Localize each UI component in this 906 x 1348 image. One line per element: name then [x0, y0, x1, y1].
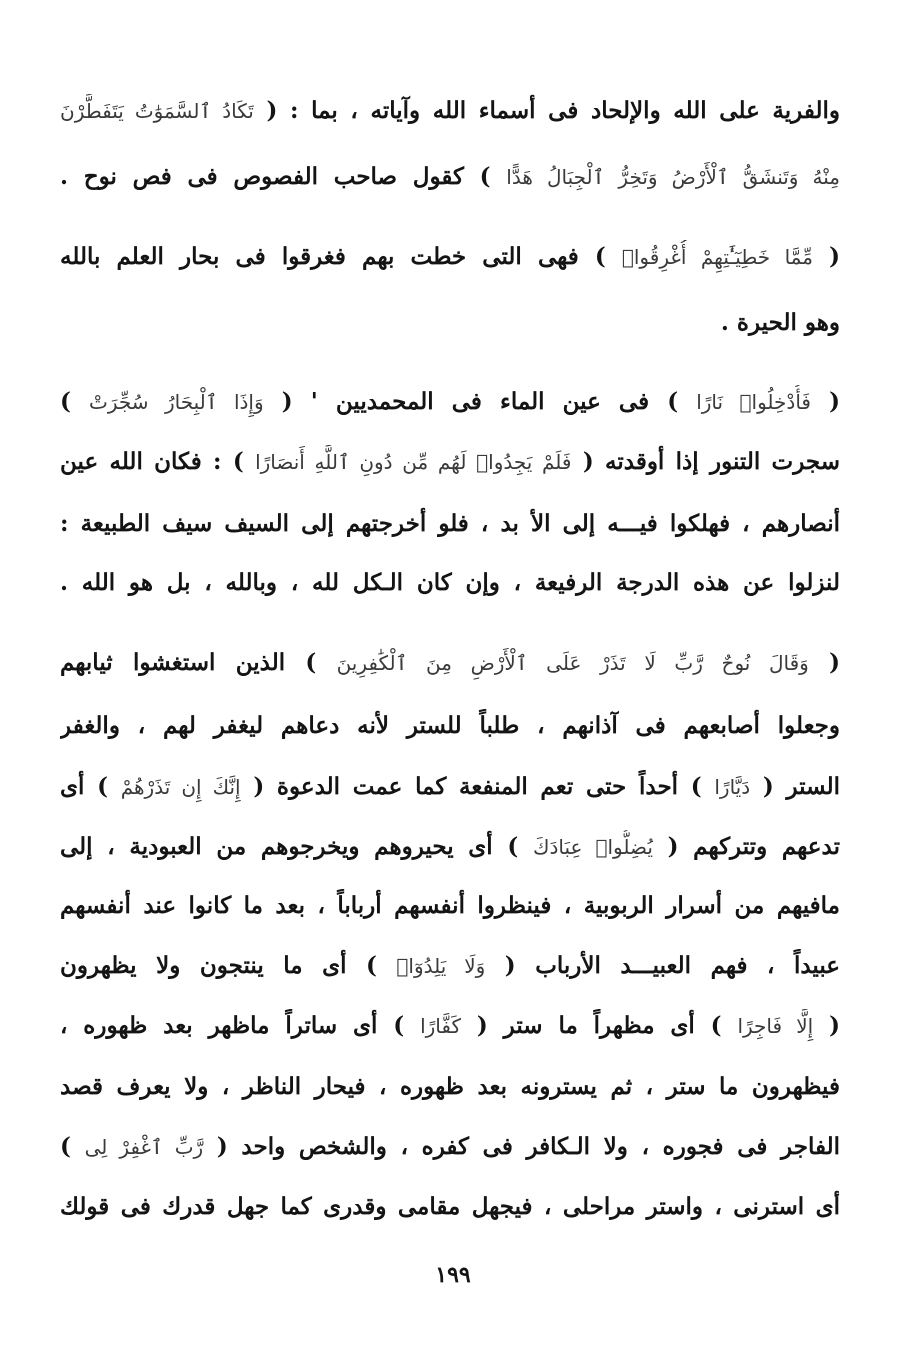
quran-quote: فَلَمْ يَجِدُوا۟ لَهُم مِّن دُونِ ٱللَّهِ أَنصَارًا [255, 450, 572, 474]
text-line-14 [60, 949, 840, 989]
line-text: ( [829, 649, 840, 676]
quran-quote: وَلَا يَلِدُوٓا۟ [396, 954, 486, 978]
line-text: ) [60, 388, 71, 415]
quran-quote: كَفَّارًا [420, 1014, 462, 1038]
text-line-5 [60, 385, 840, 425]
quran-quote: يُضِلُّوا۟ عِبَادَكَ [532, 835, 653, 859]
line-text: ) أحداً حتى تعم المنفعة كما عمت الدعوة ( [253, 773, 702, 800]
quran-quote: مِّمَّا خَطِيٓـَٰٔتِهِمْ أُغْرِقُوا۟ [621, 245, 813, 269]
quran-quote: إِلَّا فَاجِرًا [737, 1014, 814, 1038]
text-line-18 [60, 1190, 840, 1230]
line-text: ( [829, 243, 840, 270]
text-line-1 [60, 94, 840, 134]
text-line-13 [60, 889, 840, 929]
line-text: فيظهرون ما ستر ، ثم يسترونه بعد ظهوره ، فيحار الناظر ، ولا يعرف قصد [60, 1073, 840, 1100]
line-text: ) [60, 1133, 71, 1160]
line-text: ) أى يحيروهم ويخرجوهم من العبودية ، إلى [60, 833, 519, 860]
line-text: ) الذين استغشوا ثيابهم [60, 649, 317, 676]
line-text: ) أى [60, 773, 108, 800]
text-line-12 [60, 830, 840, 870]
line-text: الستر ( [762, 773, 840, 800]
text-line-11 [60, 770, 840, 810]
text-line-2 [60, 160, 840, 200]
text-line-7 [60, 507, 840, 547]
quran-quote: تَكَادُ ٱلسَّمَوَٰتُ يَتَفَطَّرْنَ [60, 99, 254, 123]
text-line-9 [60, 646, 840, 686]
line-text: ) أى ساتراً ماظهر بعد ظهوره ، [60, 1012, 405, 1039]
text-line-15 [60, 1009, 840, 1049]
line-text: ) فهى التى خطت بهم فغرقوا فى بحار العلم بالله [60, 243, 606, 270]
quran-quote: إِنَّكَ إِن تَذَرْهُمْ [120, 775, 241, 799]
quran-quote: وَإِذَا ٱلْبِحَارُ سُجِّرَتْ [89, 390, 264, 414]
quran-quote: رَّبِّ ٱغْفِرْ لِى [84, 1135, 204, 1159]
text-line-6 [60, 445, 840, 485]
text-line-16 [60, 1070, 840, 1110]
line-text: ) : فكان الله عين [60, 448, 244, 475]
line-text: ) كقول صاحب الفصوص فى فص نوح . [60, 163, 491, 190]
text-line-3 [60, 240, 840, 280]
line-text: والفرية على الله والإلحاد فى أسماء الله وآياته ، بما : ( [266, 97, 840, 124]
text-line-8 [60, 566, 840, 606]
line-text: مافيهم من أسرار الربوبية ، فينظروا أنفسهم أرباباً ، بعد ما كانوا عند أنفسهم [60, 892, 840, 919]
line-text: ) فى عين الماء فى المحمديين ' ( [281, 388, 679, 415]
quran-quote: وَقَالَ نُوحٌ رَّبِّ لَا تَذَرْ عَلَى ٱلْأَرْضِ مِنَ ٱلْكَٰفِرِينَ [336, 651, 809, 675]
quran-quote: فَأُدْخِلُوا۟ نَارًا [696, 390, 811, 414]
line-text: أنصارهم ، فهلكوا فيـــه إلى الأ بد ، فلو أخرجتهم إلى السيف سيف الطبيعة : [60, 510, 840, 537]
text-line-17 [60, 1130, 840, 1170]
line-text: وجعلوا أصابعهم فى آذانهم ، طلباً للستر لأنه دعاهم ليغفر لهم ، والغفر [60, 712, 840, 739]
line-text: ( [829, 388, 840, 415]
line-text: ( [829, 1012, 840, 1039]
line-text: عبيداً ، فهم العبيـــد الأرباب ( [504, 952, 840, 979]
line-text: ) أى مظهراً ما ستر ( [476, 1012, 722, 1039]
text-line-10 [60, 709, 840, 749]
line-text: لنزلوا عن هذه الدرجة الرفيعة ، وإن كان الـكل لله ، وبالله ، بل هو الله . [60, 569, 840, 596]
page-number: ١٩٩ [435, 1262, 471, 1288]
line-text: ) أى ما ينتجون ولا يظهرون [60, 952, 377, 979]
quran-quote: دَيَّارًا [714, 775, 751, 799]
text-line-4 [60, 306, 840, 346]
line-text: أى استرنى ، واستر مراحلى ، فيجهل مقامى وقدرى كما جهل قدرك فى قولك [60, 1193, 840, 1220]
line-text: وهو الحيرة . [720, 309, 840, 336]
line-text: الفاجر فى فجوره ، ولا الـكافر فى كفره ، والشخص واحد ( [216, 1133, 840, 1160]
line-text: تدعهم وتتركهم ( [667, 833, 840, 860]
line-text: سجرت التنور إذا أوقدته ( [582, 448, 840, 475]
quran-quote: مِنْهُ وَتَنشَقُّ ٱلْأَرْضُ وَتَخِرُّ ٱلْجِبَالُ هَدًّا [506, 165, 840, 189]
